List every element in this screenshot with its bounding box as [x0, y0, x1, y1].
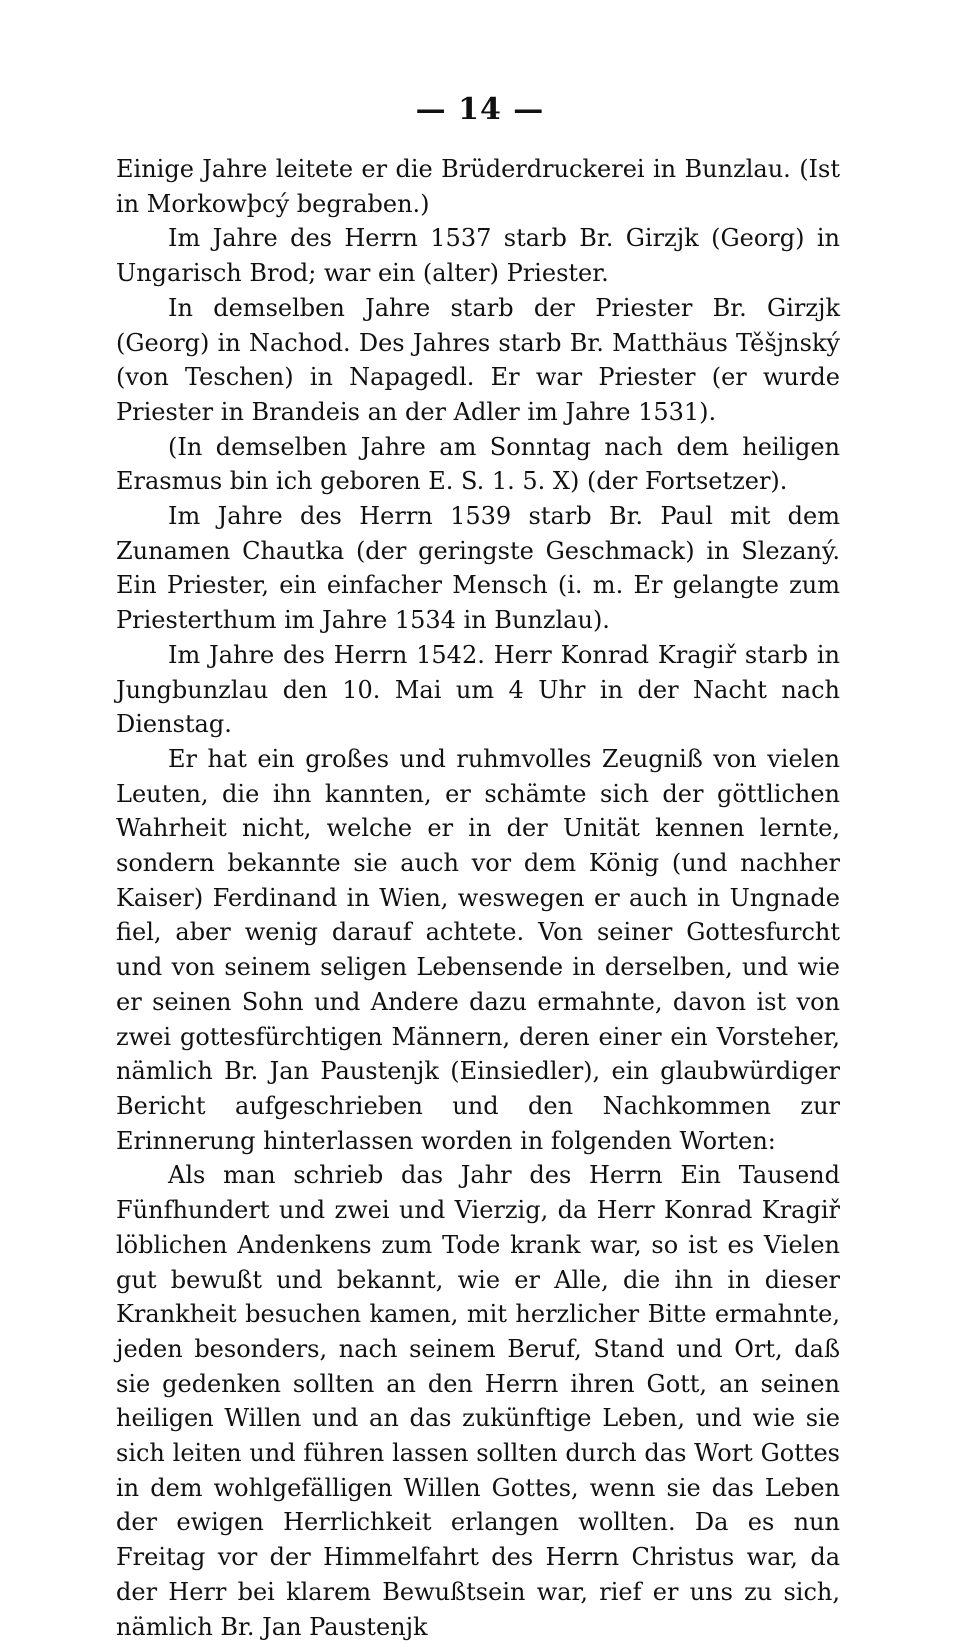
paragraph: Er hat ein großes und ruhmvolles Zeugniß von vielen Leuten, die ihn kannten, er schämte sich der göttlichen Wahrheit nicht, welche er in der Unität kennen lernte, sondern bekannte sie auch vor dem König (und nachher Kaiser) Ferdinand in Wien, weswegen er auch in Ungnade fiel, aber wenig darauf achtete. Von seiner Gottesfurcht und von seinem seligen Lebensende in derselben, und wie er seinen Sohn und Andere dazu ermahnte, davon ist von zwei gottesfürchtigen Männern, deren einer ein Vorsteher, nämlich Br. Jan Paustenjk (Einsiedler), ein glaubwürdiger Bericht aufgeschrieben und den Nachkommen zur Erinnerung hinterlassen worden in folgenden Worten:	[116, 744, 840, 1155]
paragraph: Im Jahre des Herrn 1537 starb Br. Girzjk (Georg) in Ungarisch Brod; war ein (alter) Priester.	[116, 224, 840, 288]
paragraph: Einige Jahre leitete er die Brüderdruckerei in Bunzlau. (Ist in Morkowþcý begraben.)	[116, 155, 840, 218]
paragraph: Im Jahre des Herrn 1539 starb Br. Paul mit dem Zunamen Chautka (der geringste Geschmack) in Slezaný. Ein Priester, ein einfacher Mensch (i. m. Er gelangte zum Priesterthum im Jahre 1534 in Bunzlau).	[116, 502, 840, 635]
paragraph: (In demselben Jahre am Sonntag nach dem heiligen Erasmus bin ich geboren E. S. 1. 5. X) (der Fortsetzer).	[116, 432, 840, 496]
body-text	[116, 152, 840, 1644]
paragraph: In demselben Jahre starb der Priester Br. Girzjk (Georg) in Nachod. Des Jahres starb Br. Matthäus Těšjnský (von Teschen) in Napagedl. Er war Priester (er wurde Priester in Brandeis an der Adler im Jahre 1531).	[116, 293, 840, 426]
page-number: — 14 —	[415, 92, 545, 127]
paragraph: Als man schrieb das Jahr des Herrn Ein Tausend Fünfhundert und zwei und Vierzig, da Herr Konrad Kragiř löblichen Andenkens zum Tode krank war, so ist es Vielen gut bewußt und bekannt, wie er Alle, die ihn in dieser Krankheit besuchen kamen, mit herzlicher Bitte ermahnte, jeden besonders, nach seinem Beruf, Stand und Ort, daß sie gedenken sollten an den Herrn ihren Gott, an seinen heiligen Willen und an das zukünftige Leben, und wie sie sich leiten und führen lassen sollten durch das Wort Gottes in dem wohlgefälligen Willen Gottes, wenn sie das Leben der ewigen Herrlichkeit erlangen wollten. Da es nun Freitag vor der Himmelfahrt des Herrn Christus war, da der Herr bei klarem Bewußtsein war, rief er uns zu sich, nämlich Br. Jan Paustenjk	[116, 1161, 840, 1641]
paragraph: Im Jahre des Herrn 1542. Herr Konrad Kragiř starb in Jungbunzlau den 10. Mai um 4 Uhr in der Nacht nach Dienstag.	[116, 640, 840, 739]
